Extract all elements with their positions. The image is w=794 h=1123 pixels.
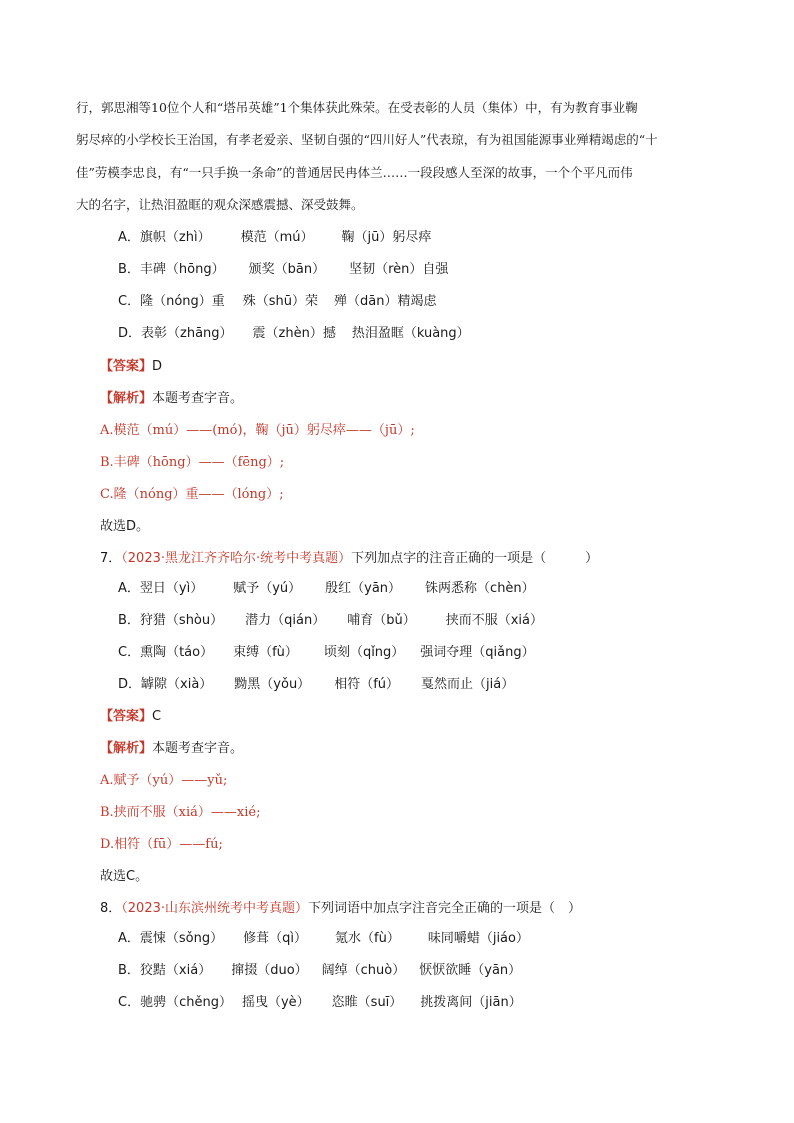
q6-note-c: C.隆（nóng）重——（lóng）; [100,487,284,502]
q7-option-b: B．狩猎（shòu） 潜力（qián） 哺育（bǔ） 挟而不服（xiá） [118,613,543,628]
q6-answer: 【答案】D [100,359,163,374]
q6-option-b: B．丰碑（hōng） 颁奖（bān） 坚韧（rèn）自强 [118,262,449,277]
q7-note-d: D.相符（fū）——fú; [100,837,223,852]
q6-note-b: B.丰碑（hōng）——（fēng）; [100,455,285,470]
q8-source: （2023·山东滨州统考中考真题） [121,901,308,916]
q7-option-d: D．罅隙（xià） 黝黑（yǒu） 相符（fú） 戛然而止（jiá） [118,677,515,692]
q6-conclusion: 故选D。 [100,519,150,534]
passage-line-2: 躬尽瘁的小学校长王治国，有孝老爱亲、坚韧自强的“四川好人”代表琼，有为祖国能源事业殚精竭虑的“十 [76,132,658,147]
q7-option-c: C．熏陶（táo） 束缚（fù） 顷刻（qǐng） 强词夺理（qiǎng） [118,645,535,660]
q7-source: （2023·黑龙江齐齐哈尔·统考中考真题） [121,551,352,566]
q7-note-b: B.挟而不服（xiá）——xié; [100,805,261,820]
q7-answer: 【答案】C [100,709,162,724]
q7-analysis: 【解析】本题考查字音。 [100,741,244,756]
passage-line-1: 行，郭思湘等10位个人和“塔吊英雄”1个集体获此殊荣。在受表彰的人员（集体）中，有为教育事业鞠 [76,100,638,115]
q8-option-b: B．狡黠（xiá） 撺掇（duo） 阔绰（chuò） 恹恹欲睡（yān） [118,963,522,978]
q8-option-c: C．驰骋（chěng） 摇曳（yè） 恣睢（suī） 挑拨离间（jiān） [118,995,522,1010]
passage-line-4: 大的名字，让热泪盈眶的观众深感震撼、深受鼓舞。 [76,197,364,212]
q8-option-a: A．震悚（sǒng） 修葺（qì） 氪水（fù） 味同嚼蜡（jiáo） [118,931,529,946]
q6-analysis: 【解析】本题考查字音。 [100,391,244,406]
passage-line-3: 佳”劳模李忠良，有“一只手换一条命”的普通居民冉体兰……一段段感人至深的故事，一个个平凡而伟 [76,165,633,180]
q6-note-a: A.模范（mú）——(mó)，鞠（jū）躬尽瘁——（jū）; [100,423,415,438]
q7-option-a: A．翌日（yì） 赋予（yú） 殷红（yān） 铢两悉称（chèn） [118,581,535,596]
q7-note-a: A.赋予（yú）——yǔ; [100,773,228,788]
q6-option-c: C．隆（nóng）重 殊（shū）荣 殚（dān）精竭虑 [118,294,437,309]
q7-stem: 7．（2023·黑龙江齐齐哈尔·统考中考真题）下列加点字的注音正确的一项是（ ） [100,551,599,566]
q6-option-a: A．旗帜（zhì） 模范（mú） 鞠（jū）躬尽瘁 [118,230,432,245]
q6-option-d: D．表彰（zhāng） 震（zhèn）撼 热泪盈眶（kuàng） [118,326,470,341]
q7-conclusion: 故选C。 [100,869,149,884]
q8-stem: 8．（2023·山东滨州统考中考真题）下列词语中加点字注音完全正确的一项是（ ） [100,901,582,916]
